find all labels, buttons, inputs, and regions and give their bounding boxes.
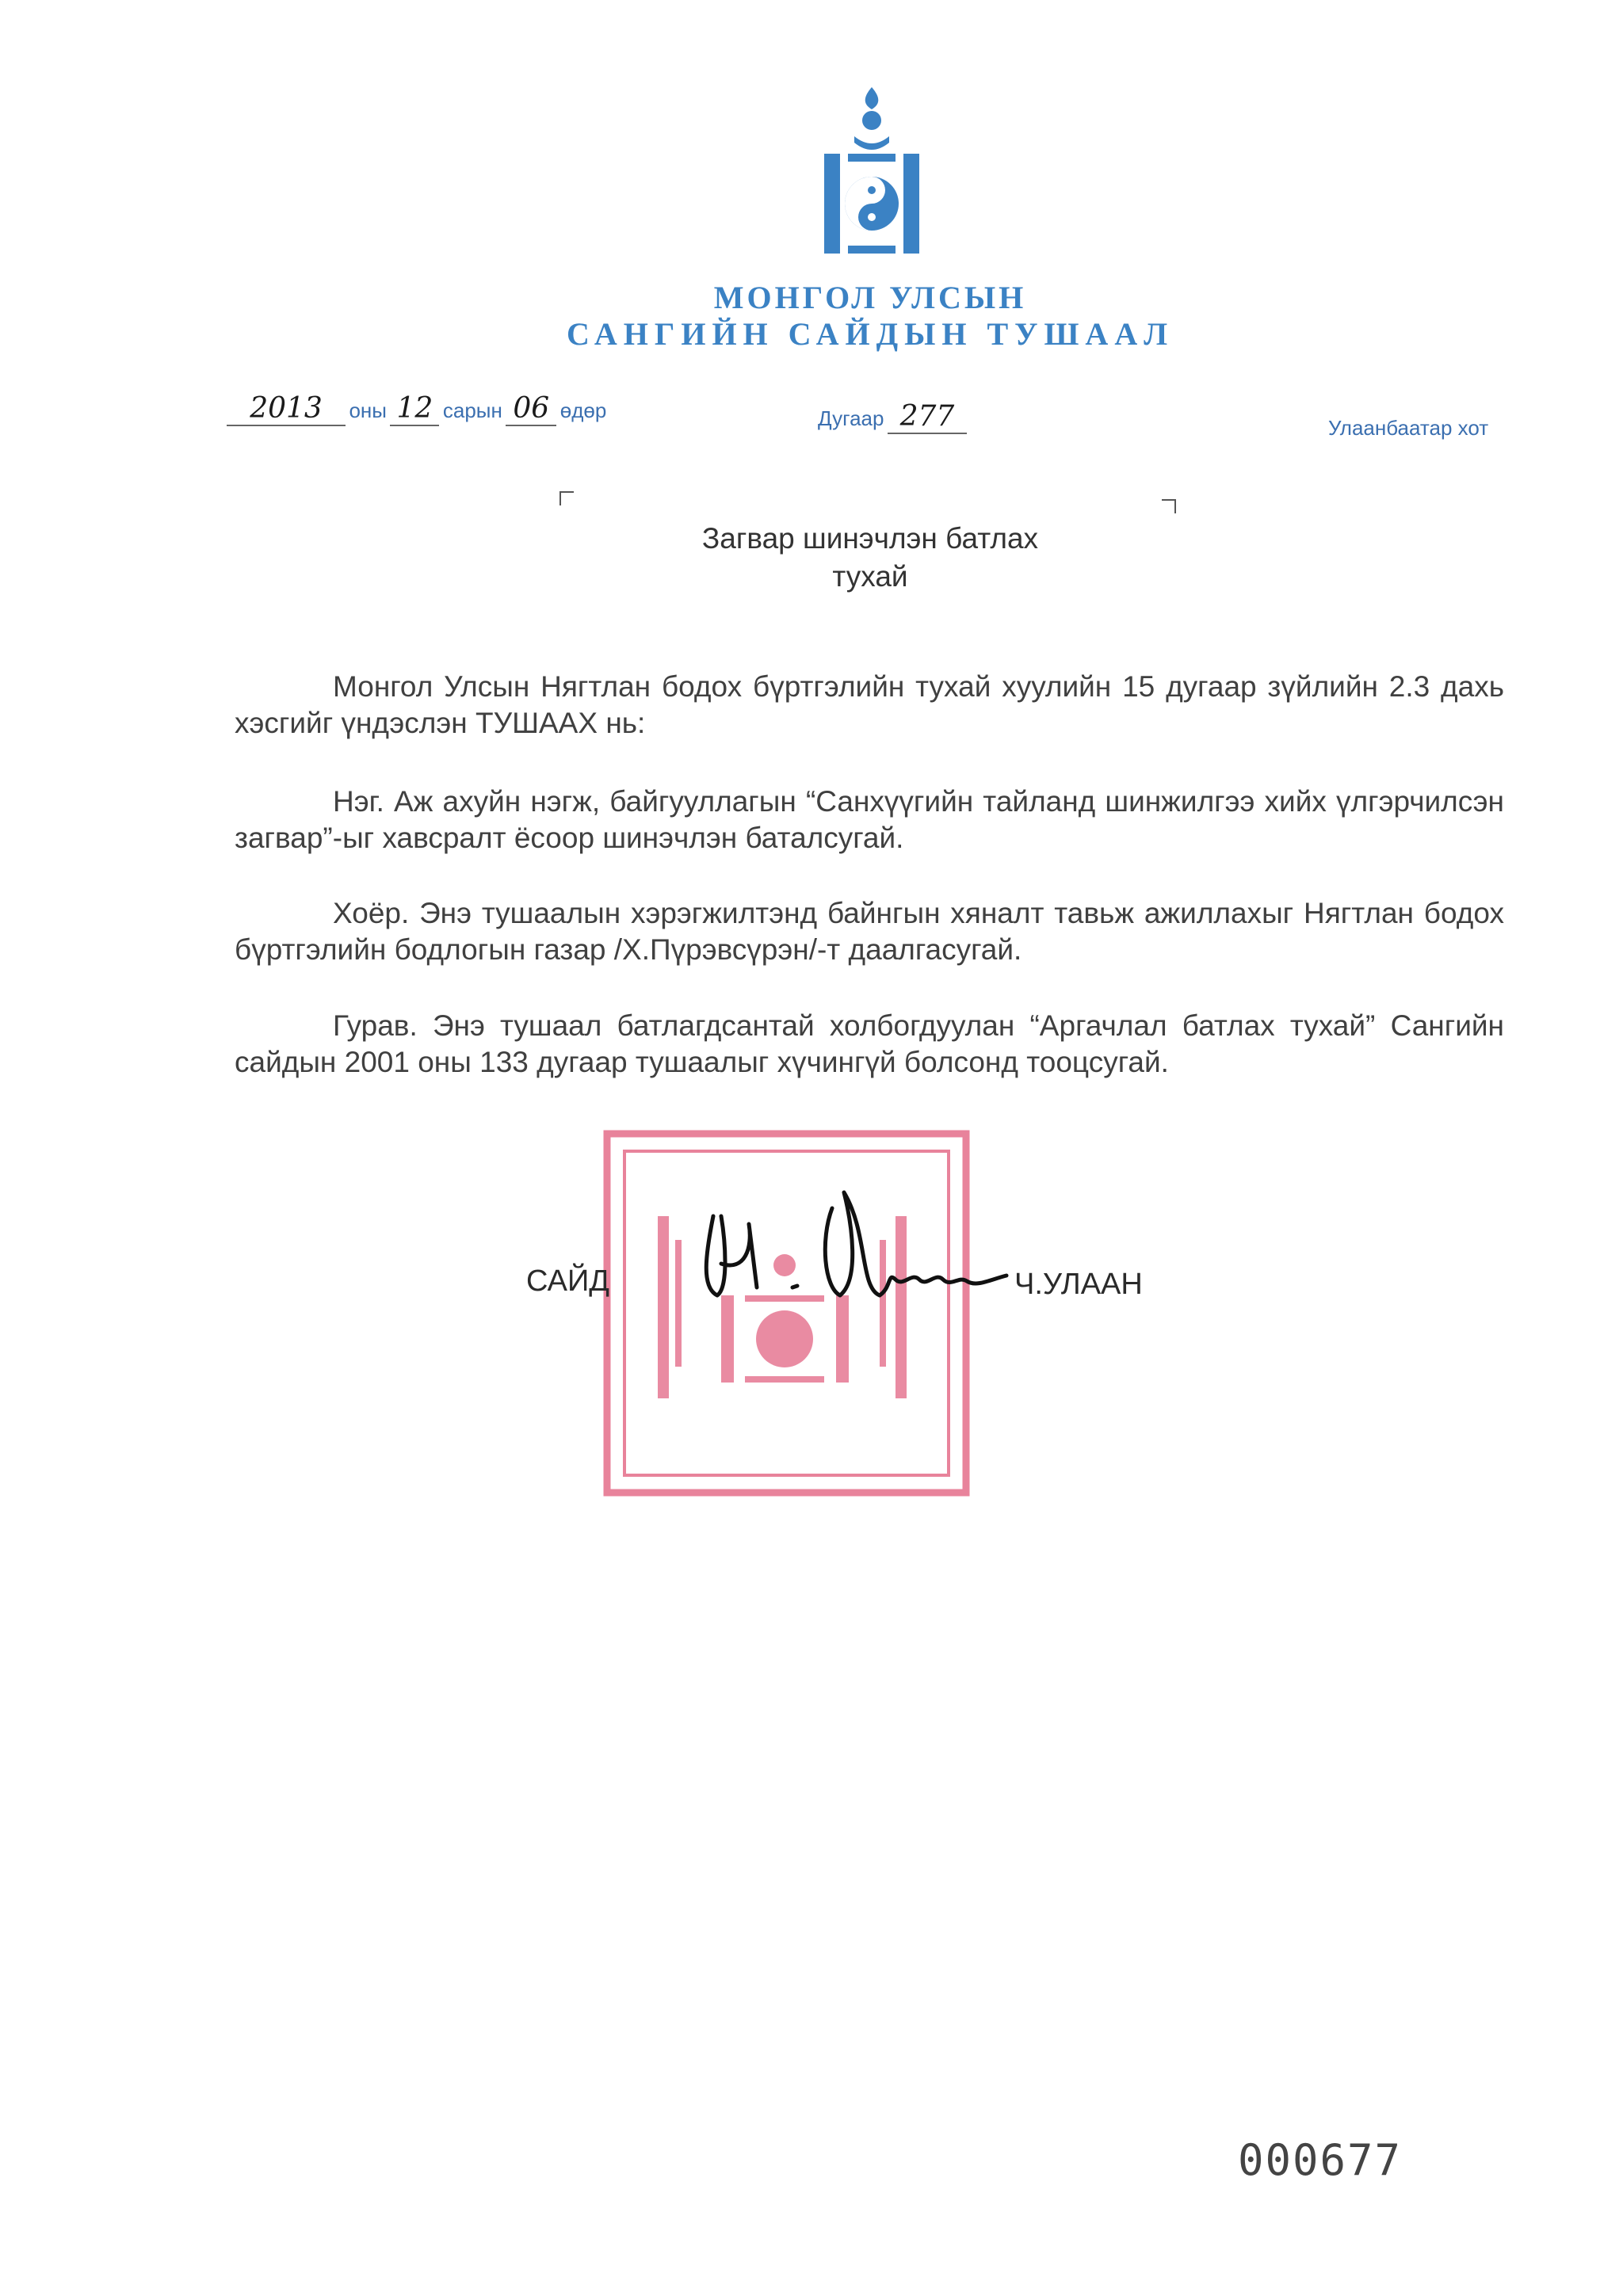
date-day: 06: [506, 392, 556, 426]
state-emblem-icon: [824, 87, 919, 254]
city: Улаанбаатар хот: [1328, 416, 1489, 440]
date-year: 2013: [227, 392, 346, 426]
date-field: [227, 392, 639, 432]
header-line-2: САНГИЙН САЙДЫН ТУШААЛ: [566, 316, 1174, 352]
paragraph-3: Хоёр. Энэ тушаалын хэрэгжилтэнд байнгын хяналт тавьж ажиллахыг Нягтлан бодох бүртгэлийн бодлогын газар /Х.Пүрэвсүрэн/-т даалгасугай.: [235, 897, 1504, 966]
title-corner-left: [559, 491, 574, 505]
archive-number: 000677: [1238, 2135, 1403, 2185]
document-number: 277: [888, 400, 967, 434]
number-field: [818, 400, 967, 434]
header-line-1: МОНГОЛ УЛСЫН: [713, 280, 1027, 315]
number-label: Дугаар: [818, 406, 884, 430]
day-label: өдөр: [559, 399, 607, 422]
title-line-1: Загвар шинэчлэн батлах: [701, 522, 1039, 555]
signatory-name: Ч.УЛААН: [1014, 1268, 1143, 1301]
paragraph-4: Гурав. Энэ тушаал батлагдсантай холбогдуулан “Аргачлал батлах тухай” Сангийн сайдын 2001 оны 133 дугаар тушаалыг хүчингүй болсонд тооцсугай.: [235, 1009, 1504, 1078]
date-month: 12: [390, 392, 439, 426]
paragraph-1: Монгол Улсын Нягтлан бодох бүртгэлийн тухай хуулийн 15 дугаар зүйлийн 2.3 дахь хэсгийг үндэслэн ТУШААХ нь:: [235, 670, 1504, 739]
document-title: [0, 520, 1623, 596]
handwritten-signature: [682, 1169, 1014, 1311]
title-corner-right: [1162, 499, 1176, 513]
signatory-title: САЙД: [526, 1264, 610, 1298]
title-line-2: тухай: [832, 560, 908, 593]
month-label: сарын: [442, 399, 502, 422]
year-label: оны: [349, 399, 387, 422]
paragraph-2: Нэг. Аж ахуйн нэгж, байгууллагын “Санхүүгийн тайланд шинжилгээ хийх үлгэрчилсэн загвар”-ыг хавсралт ёсоор шинэчлэн баталсугай.: [235, 785, 1504, 854]
